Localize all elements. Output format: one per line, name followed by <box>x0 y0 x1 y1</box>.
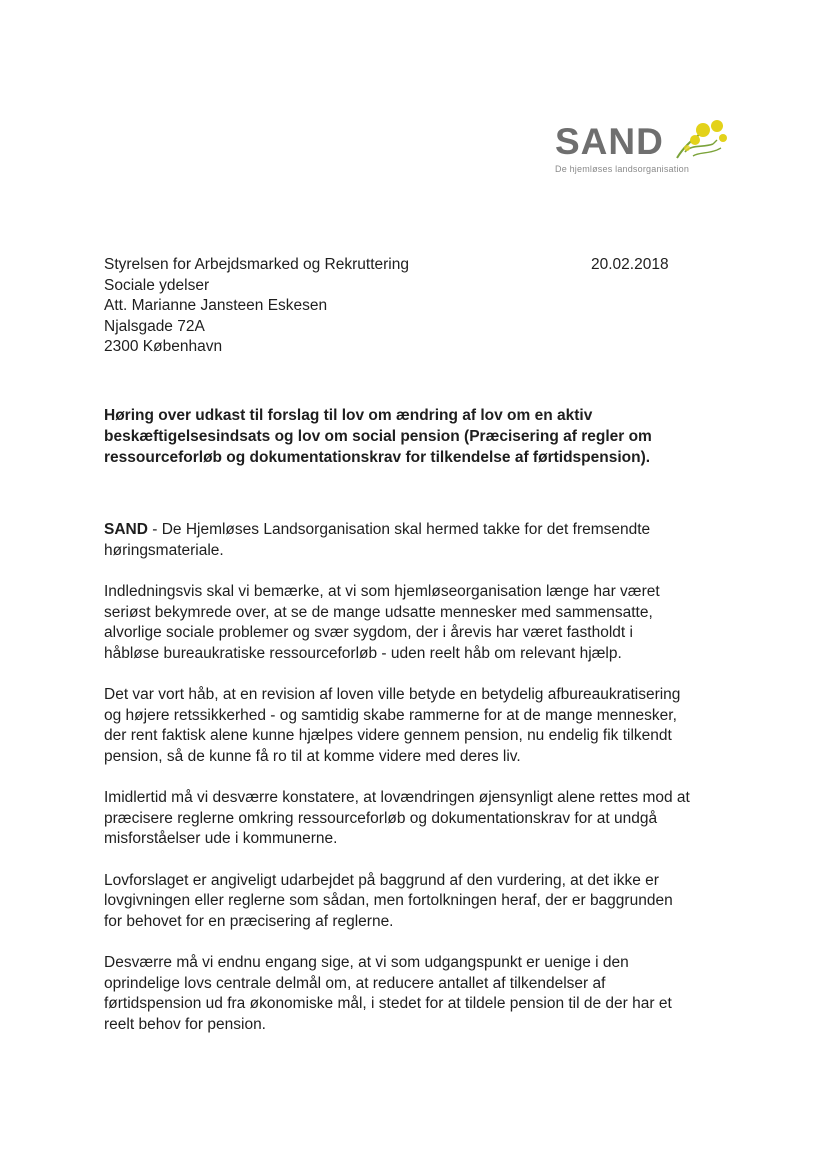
paragraph-line: Indledningsvis skal vi bemærke, at vi som hjemløseorganisation længe har været <box>104 583 660 600</box>
paragraph-line: Desværre må vi endnu engang sige, at vi som udgangspunkt er uenige i den <box>104 954 629 971</box>
address-line: Njalsgade 72A <box>104 317 205 335</box>
address-line: Styrelsen for Arbejdsmarked og Rekruttering <box>104 256 409 273</box>
body-paragraph <box>104 788 744 850</box>
body-paragraph <box>104 953 744 1035</box>
address-line: 2300 København <box>104 338 223 355</box>
address-line: Sociale ydelser <box>104 276 210 294</box>
paragraph-line: håbløse bureaukratiske ressourceforløb - uden reelt håb om relevant hjælp. <box>104 644 622 662</box>
logo-tagline: De hjemløses landsorganisation <box>555 164 690 174</box>
recipient-address <box>104 255 409 358</box>
paragraph-line: der rent faktisk alene kunne hjælpes videre gennem pension, nu endelig fik tilkendt <box>104 727 672 744</box>
paragraph-line: lovgivningen eller reglerne som sådan, men fortolkningen heraf, der er baggrunden <box>104 892 673 909</box>
dandelion-icon <box>673 118 729 160</box>
paragraph-line: Det var vort håb, at en revision af loven ville betyde en betydelig afbureaukratisering <box>104 686 681 703</box>
paragraph-line: alvorlige sociale problemer og svær sygdom, der i årevis har været fastholdt i <box>104 624 633 641</box>
body-paragraph <box>104 871 744 933</box>
paragraph-line <box>104 520 744 541</box>
paragraph-line: høringsmateriale. <box>104 541 224 559</box>
subject-heading <box>104 405 744 468</box>
subject-line: beskæftigelsesindsats og lov om social pension (Præcisering af regler om <box>104 428 652 445</box>
paragraph-line: seriøst bekymrede over, at se de mange udsatte mennesker med sammensatte, <box>104 603 653 621</box>
org-name: SAND <box>104 521 148 538</box>
paragraph-line: reelt behov for pension. <box>104 1015 266 1033</box>
subject-line: Høring over udkast til forslag til lov om ændring af lov om en aktiv <box>104 407 593 424</box>
body-paragraph <box>104 685 744 767</box>
paragraph-line: oprindelige lovs centrale delmål om, at reducere antallet af tilkendelser af <box>104 974 606 992</box>
intro-text: - De Hjemløses Landsorganisation skal hermed takke for det fremsendte <box>147 521 651 538</box>
paragraph-line: for behovet for en præcisering af reglerne. <box>104 912 394 930</box>
paragraph-line: præcisere reglerne omkring ressourceforløb og dokumentationskrav for at undgå <box>104 809 658 827</box>
paragraph-line: førtidspension ud fra økonomiske mål, i stedet for at tildele pension til de der har et <box>104 995 672 1012</box>
paragraph-line: Lovforslaget er angiveligt udarbejdet på baggrund af den vurdering, at det ikke er <box>104 871 659 889</box>
paragraph-line: pension, så de kunne få ro til at komme videre med deres liv. <box>104 747 521 765</box>
paragraph-line: Imidlertid må vi desværre konstatere, at lovændringen øjensynligt alene rettes mod at <box>104 789 690 806</box>
paragraph-line: og højere retssikkerhed - og samtidig skabe rammerne for at de mange mennesker, <box>104 706 677 724</box>
subject-line: ressourceforløb og dokumentationskrav for tilkendelse af førtidspension). <box>104 449 651 466</box>
letter-body <box>104 520 744 1056</box>
sand-logo <box>553 118 733 180</box>
body-paragraph <box>104 582 744 664</box>
address-line: Att. Marianne Jansteen Eskesen <box>104 297 328 314</box>
logo-wordmark: SAND <box>555 121 664 162</box>
paragraph-line: misforståelser ude i kommunerne. <box>104 830 338 847</box>
intro-paragraph <box>104 520 744 561</box>
letter-date: 20.02.2018 <box>591 256 669 273</box>
